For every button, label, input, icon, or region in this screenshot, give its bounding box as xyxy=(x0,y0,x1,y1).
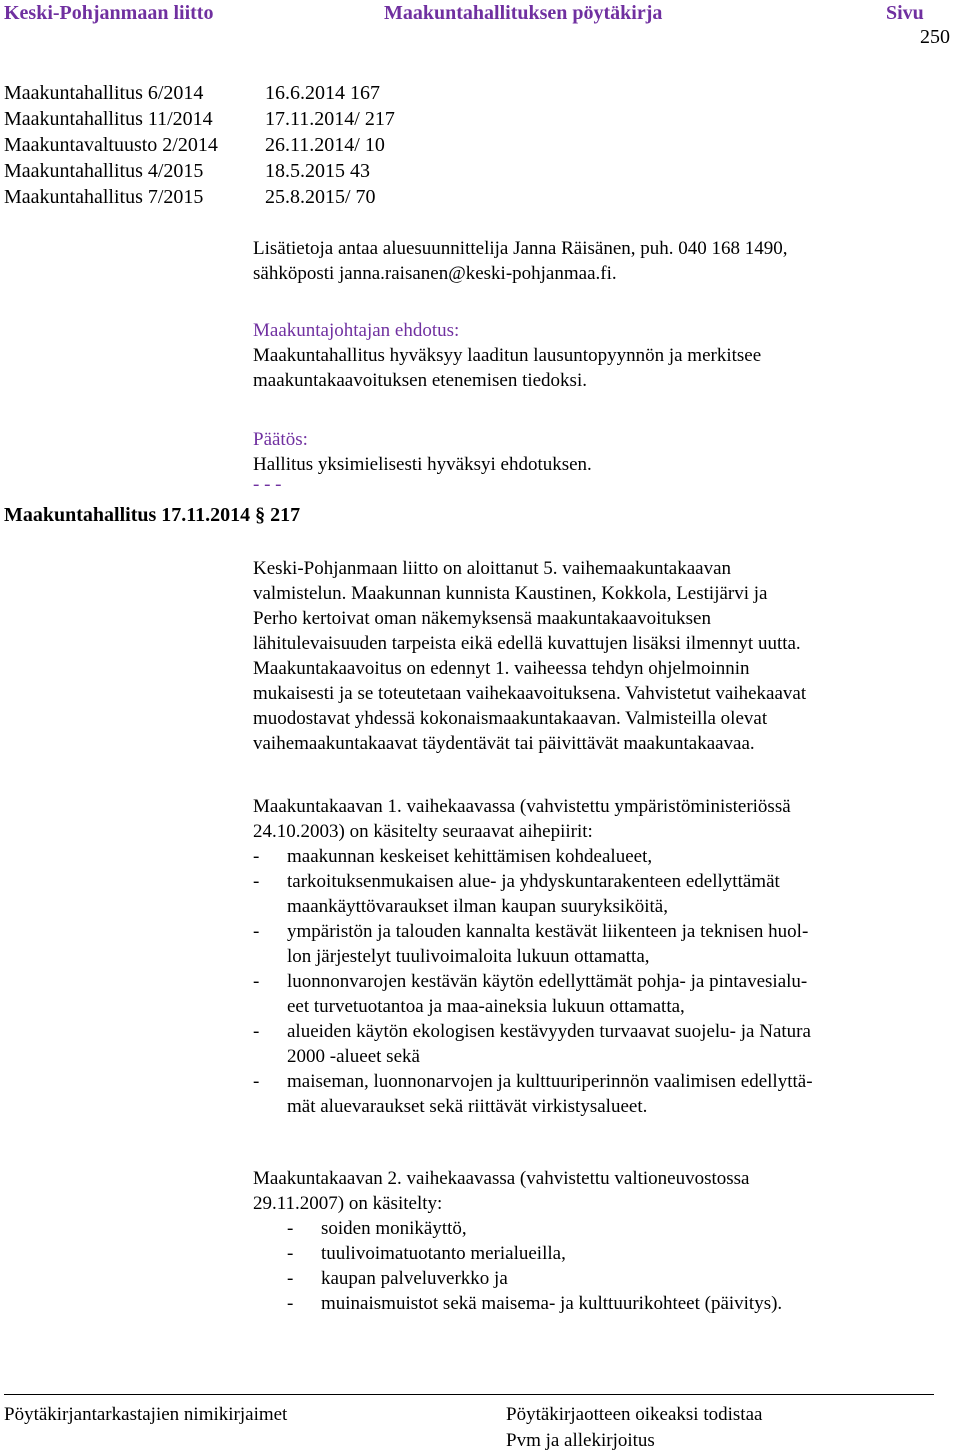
list-item: - muinaismuistot sekä maisema- ja kulttuurikohteet (päivitys). xyxy=(287,1293,783,1314)
document-title: Maakuntahallituksen pöytäkirja xyxy=(384,2,663,24)
list-item: - soiden monikäyttö, xyxy=(287,1218,467,1239)
page-header xyxy=(0,0,960,56)
decision-section xyxy=(253,427,943,493)
footer-right-line1: Pöytäkirjaotteen oikeaksi todistaa xyxy=(506,1404,763,1425)
list-item: - maakunnan keskeiset kehittämisen kohdealueet, xyxy=(253,846,653,867)
list-item: - tuulivoimatuotanto merialueilla, xyxy=(287,1243,566,1264)
footer-rule xyxy=(4,1394,934,1395)
list-item: - maiseman, luonnonarvojen ja kulttuuriperinnön vaalimisen edellyttä- mät aluevaraukset sekä riittävät virkistysalueet. xyxy=(253,1071,813,1117)
decision-heading: Päätös: xyxy=(253,429,308,450)
list-item: - ympäristön ja talouden kannalta kestävät liikenteen ja teknisen huol- lon järjestelyt tuulivoimaloita lukuun ottamatta, xyxy=(253,921,809,967)
contact-info: Lisätietoja antaa aluesuunnittelija Janna Räisänen, puh. 040 168 1490, sähköposti janna.raisanen@keski-pohjanmaa.fi. xyxy=(253,238,788,284)
footer-right-line2: Pvm ja allekirjoitus xyxy=(506,1430,655,1451)
page-number: 250 xyxy=(920,26,950,48)
decision-text: Hallitus yksimielisesti hyväksyi ehdotuksen. xyxy=(253,454,592,475)
paragraph-background: Keski-Pohjanmaan liitto on aloittanut 5. vaihemaakuntakaavan valmistelun. Maakunnan kunnista Kaustinen, Kokkola, Lestijärvi ja Perho kertoivat oman näkemyksensä maakuntakaavoituksen lähitulevaisuuden tarpeista eikä edellä kuvattujen lisäksi ilmennyt uutta. Maakuntakaavoitus on edennyt 1. vaiheessa tehdyn ohjelmoinnin mukaisesti ja se toteutetaan vaihekaavoituksena. Vahvistetut vaihekaavat muodostavat yhdessä kokonaismaakuntakaavan. Valmisteilla olevat vaihemaakuntakaavat täydentävät tai päivittävät maakuntakaavaa. xyxy=(253,558,807,754)
org-name: Keski-Pohjanmaan liitto xyxy=(4,2,214,24)
proposal-section: Maakuntajohtajan ehdotus: Maakuntahallitus hyväksyy laaditun lausuntopyynnön ja merkitsee maakuntakaavoituksen etenemisen tiedoksi. xyxy=(253,318,943,393)
list-item: - alueiden käytön ekologisen kestävyyden turvaavat suojelu- ja Natura 2000 -alueet sekä xyxy=(253,1021,811,1067)
page-label: Sivu xyxy=(886,2,924,24)
decision-separator: - - - xyxy=(253,474,282,495)
page-footer xyxy=(4,1394,934,1451)
list-item: - luonnonvarojen kestävän käytön edellyttämät pohja- ja pintavesialu- eet turvetuotantoa ja maa-aineksia lukuun ottamatta, xyxy=(253,971,808,1017)
list-item: - kaupan palveluverkko ja xyxy=(287,1268,508,1289)
list-item: - tarkoituksenmukaisen alue- ja yhdyskuntarakenteen edellyttämät maankäyttövaraukset ilman kaupan suuryksiköitä, xyxy=(253,871,780,917)
footer-left: Pöytäkirjantarkastajien nimikirjaimet xyxy=(4,1404,288,1425)
phase2-section: Maakuntakaavan 2. vaihekaavassa (vahvistettu valtioneuvostossa 29.11.2007) on käsitelty: - soiden monikäyttö, - tuulivoimatuotanto merialueilla, - kaupan palveluverkko ja - muinaismuistot sekä maisema- ja kulttuurikohteet (päivitys). xyxy=(253,1166,943,1316)
proposal-heading: Maakuntajohtajan ehdotus: xyxy=(253,320,460,341)
phase1-section: Maakuntakaavan 1. vaihekaavassa (vahvistettu ympäristöministeriössä 24.10.2003) on käsitelty seuraavat aihepiirit: - maakunnan keskeiset kehittämisen kohdealueet, - tarkoituksenmukaisen alue- ja yhdyskuntarakenteen edellyttämät maankäyttövaraukset ilman kaupan suuryksiköitä, - ympäristön ja talouden kannalta kestävät liikenteen ja teknisen huol- lon järjestelyt tuulivoimaloita lukuun ottamatta, - luonnonvarojen kestävän käytön edellyttämät pohja- ja pintavesialu- eet turvetuotantoa ja maa-aineksia lukuun ottamatta, - alueiden käytön ekologisen kestävyyden turvaavat suojelu- ja Natura 2000 -alueet sekä - maiseman, luonnonarvojen ja kulttuuriperinnön vaalimisen edellyttä- mät aluevaraukset sekä riittävät virkistysalueet. xyxy=(253,794,943,1119)
section-side-label: Maakuntahallitus 17.11.2014 § 217 xyxy=(4,504,301,526)
